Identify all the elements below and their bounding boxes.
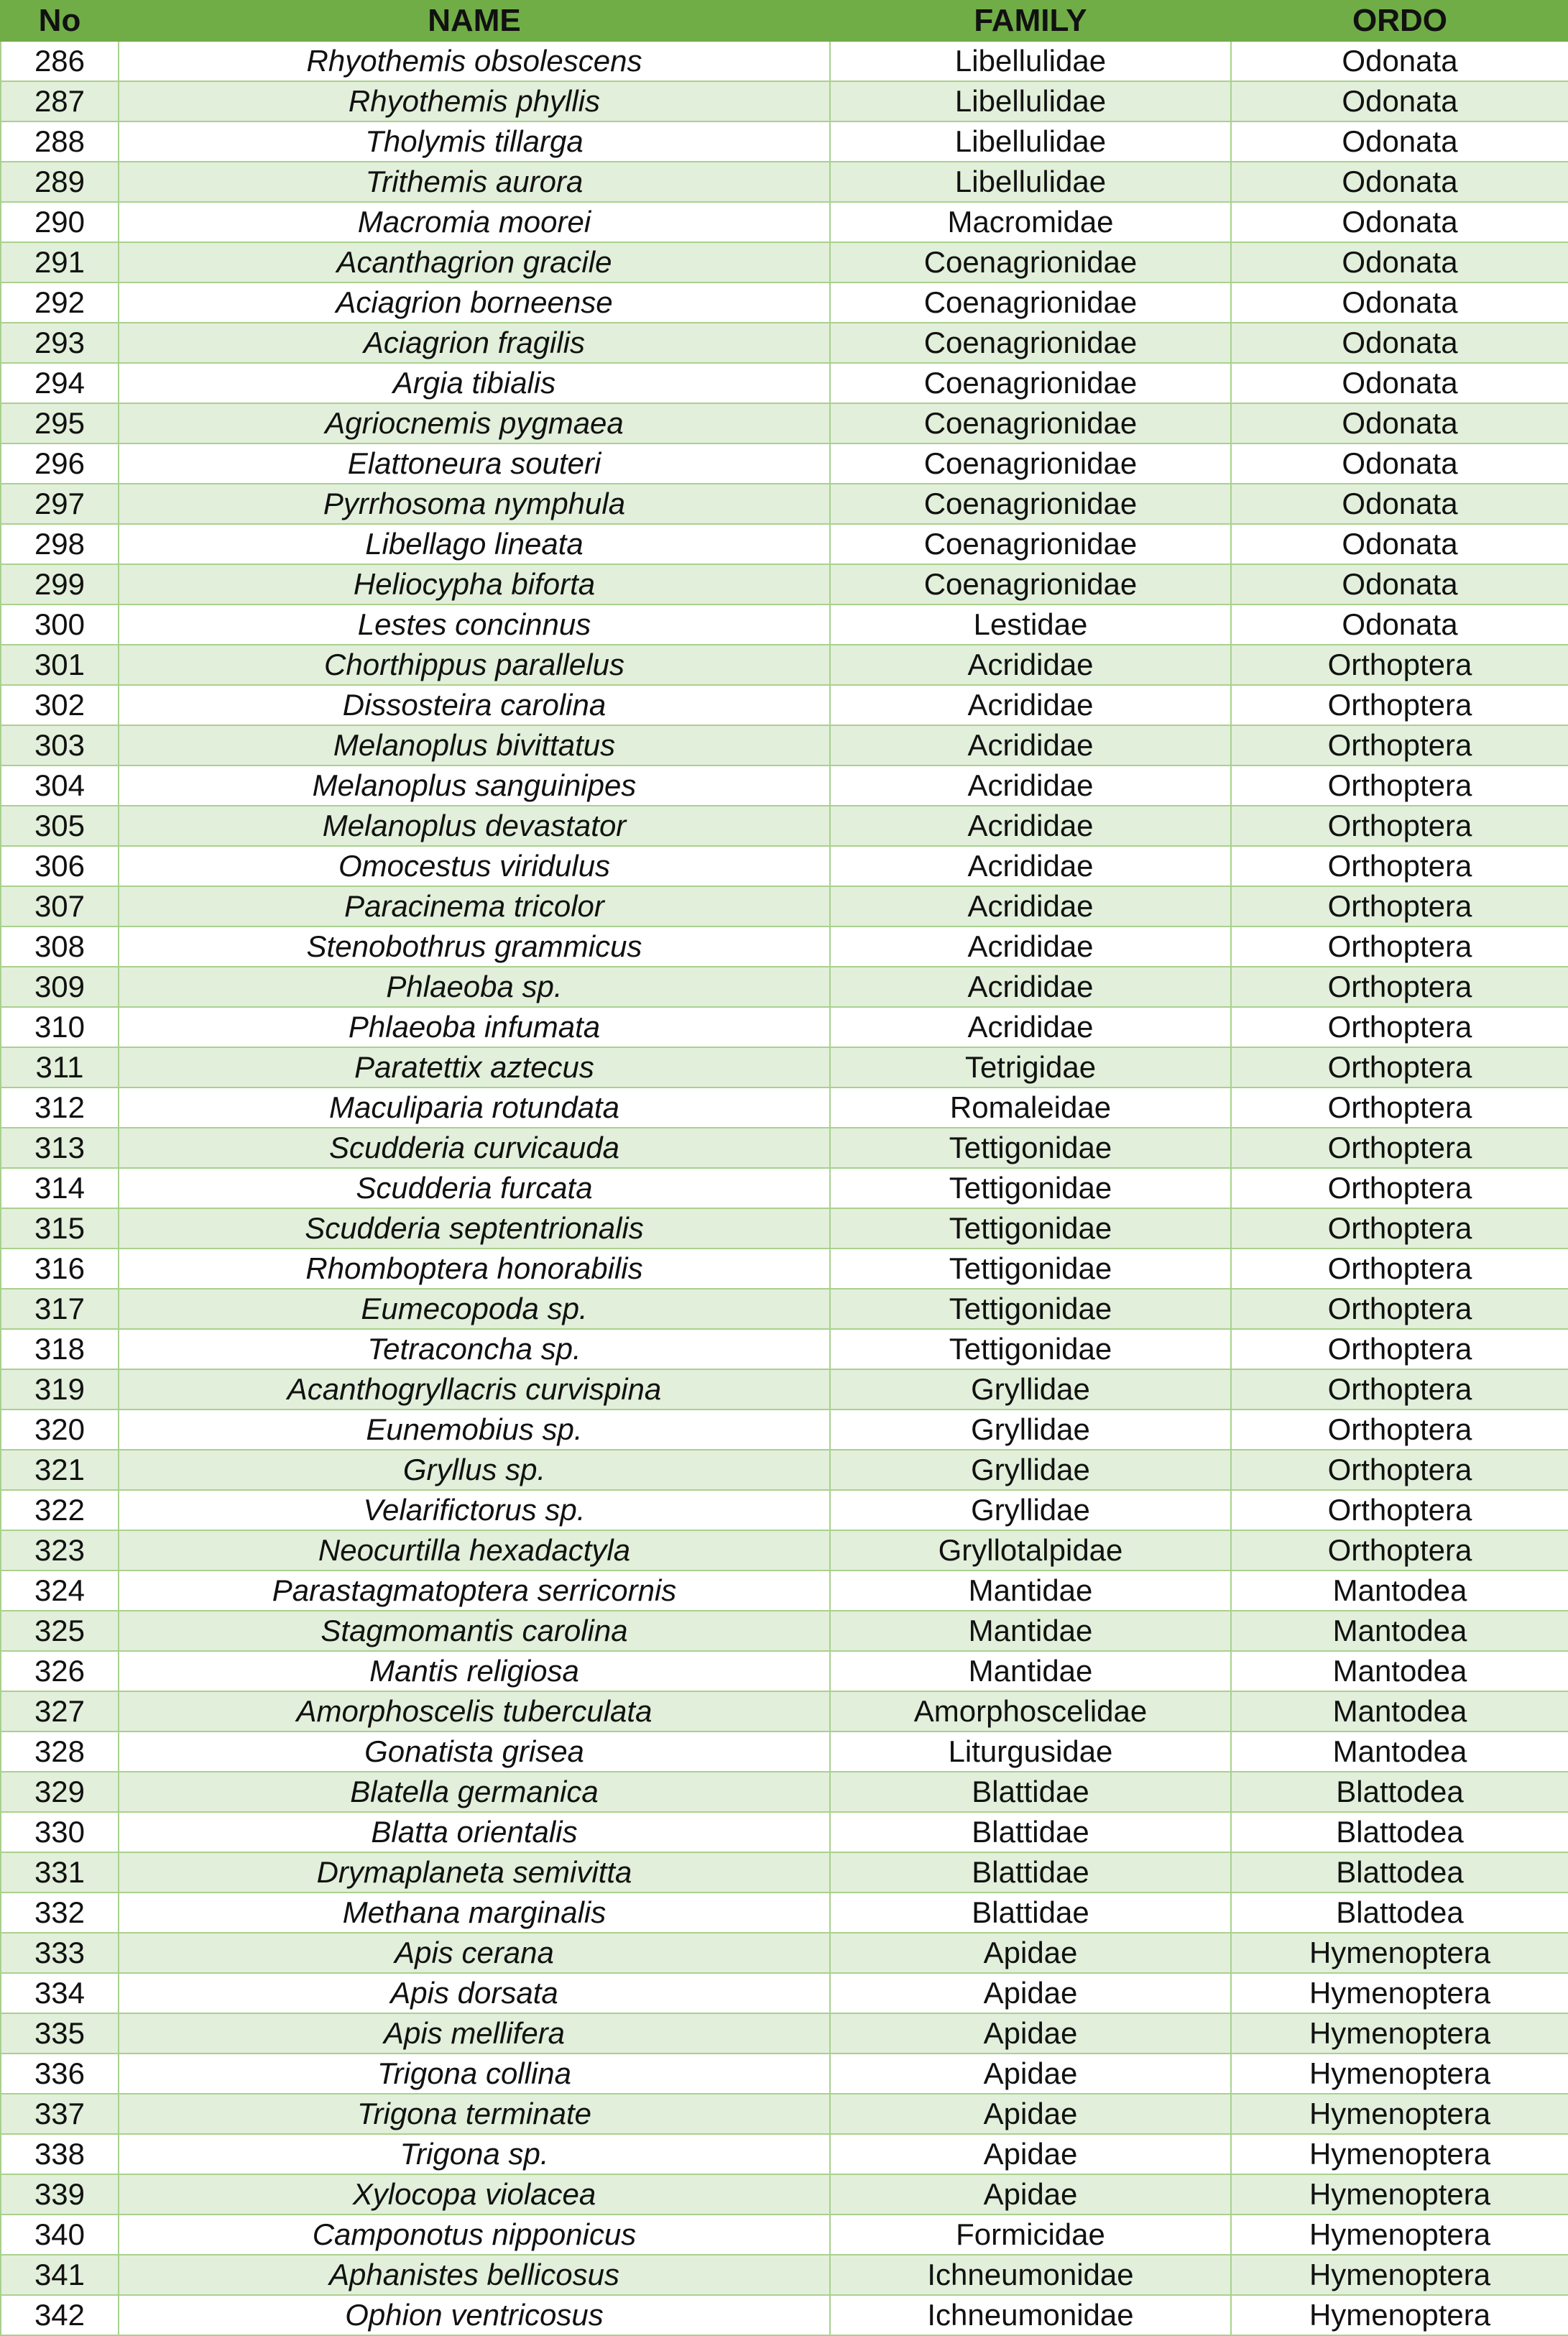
table-row xyxy=(1,1249,1568,1289)
cell-family: Tettigonidae xyxy=(830,1329,1231,1369)
cell-name: Parastagmatoptera serricornis xyxy=(119,1571,830,1611)
cell-family: Acrididae xyxy=(830,926,1231,967)
table-row xyxy=(1,1168,1568,1208)
cell-ordo: Blattodea xyxy=(1231,1772,1568,1812)
table-row xyxy=(1,1208,1568,1249)
cell-family: Mantidae xyxy=(830,1611,1231,1651)
cell-ordo: Orthoptera xyxy=(1231,1007,1568,1047)
cell-name: Xylocopa violacea xyxy=(119,2174,830,2215)
cell-family: Libellulidae xyxy=(830,162,1231,202)
cell-ordo: Orthoptera xyxy=(1231,926,1568,967)
cell-name: Lestes concinnus xyxy=(119,604,830,645)
cell-family: Gryllidae xyxy=(830,1369,1231,1410)
table-row xyxy=(1,403,1568,443)
cell-ordo: Orthoptera xyxy=(1231,685,1568,725)
cell-family: Romaleidae xyxy=(830,1087,1231,1128)
cell-family: Mantidae xyxy=(830,1571,1231,1611)
cell-no: 293 xyxy=(1,323,119,363)
cell-name: Aciagrion fragilis xyxy=(119,323,830,363)
cell-family: Amorphoscelidae xyxy=(830,1691,1231,1732)
cell-name: Macromia moorei xyxy=(119,202,830,242)
cell-name: Aphanistes bellicosus xyxy=(119,2255,830,2295)
column-header-ordo: ORDO xyxy=(1231,1,1568,41)
table-row xyxy=(1,202,1568,242)
cell-ordo: Odonata xyxy=(1231,202,1568,242)
table-body xyxy=(1,41,1568,2335)
table-row xyxy=(1,1329,1568,1369)
cell-ordo: Orthoptera xyxy=(1231,886,1568,926)
cell-name: Elattoneura souteri xyxy=(119,443,830,484)
cell-ordo: Odonata xyxy=(1231,282,1568,323)
table-row xyxy=(1,282,1568,323)
cell-no: 301 xyxy=(1,645,119,685)
cell-family: Acrididae xyxy=(830,886,1231,926)
table-row xyxy=(1,2054,1568,2094)
cell-name: Omocestus viridulus xyxy=(119,846,830,886)
cell-ordo: Odonata xyxy=(1231,162,1568,202)
cell-name: Gonatista grisea xyxy=(119,1732,830,1772)
cell-ordo: Orthoptera xyxy=(1231,846,1568,886)
cell-family: Formicidae xyxy=(830,2215,1231,2255)
cell-ordo: Orthoptera xyxy=(1231,725,1568,765)
cell-ordo: Odonata xyxy=(1231,41,1568,81)
cell-no: 299 xyxy=(1,564,119,604)
cell-name: Rhomboptera honorabilis xyxy=(119,1249,830,1289)
cell-name: Maculiparia rotundata xyxy=(119,1087,830,1128)
cell-no: 327 xyxy=(1,1691,119,1732)
cell-ordo: Mantodea xyxy=(1231,1732,1568,1772)
cell-ordo: Odonata xyxy=(1231,363,1568,403)
cell-family: Gryllidae xyxy=(830,1490,1231,1530)
cell-ordo: Orthoptera xyxy=(1231,1329,1568,1369)
cell-no: 334 xyxy=(1,1973,119,2013)
column-header-family: FAMILY xyxy=(830,1,1231,41)
cell-family: Apidae xyxy=(830,2054,1231,2094)
cell-ordo: Mantodea xyxy=(1231,1571,1568,1611)
cell-family: Acrididae xyxy=(830,765,1231,806)
cell-ordo: Orthoptera xyxy=(1231,1530,1568,1571)
cell-name: Acanthogryllacris curvispina xyxy=(119,1369,830,1410)
cell-name: Velarifictorus sp. xyxy=(119,1490,830,1530)
cell-name: Mantis religiosa xyxy=(119,1651,830,1691)
cell-no: 336 xyxy=(1,2054,119,2094)
cell-no: 295 xyxy=(1,403,119,443)
cell-ordo: Odonata xyxy=(1231,242,1568,282)
table-row xyxy=(1,685,1568,725)
table-row xyxy=(1,162,1568,202)
cell-family: Acrididae xyxy=(830,806,1231,846)
cell-no: 286 xyxy=(1,41,119,81)
cell-ordo: Odonata xyxy=(1231,323,1568,363)
cell-name: Methana marginalis xyxy=(119,1893,830,1933)
cell-no: 311 xyxy=(1,1047,119,1087)
cell-family: Gryllidae xyxy=(830,1410,1231,1450)
cell-family: Apidae xyxy=(830,2013,1231,2054)
table-row xyxy=(1,363,1568,403)
cell-family: Acrididae xyxy=(830,1007,1231,1047)
cell-name: Apis dorsata xyxy=(119,1973,830,2013)
cell-no: 324 xyxy=(1,1571,119,1611)
cell-no: 332 xyxy=(1,1893,119,1933)
cell-family: Apidae xyxy=(830,2134,1231,2174)
cell-no: 290 xyxy=(1,202,119,242)
cell-no: 341 xyxy=(1,2255,119,2295)
cell-ordo: Hymenoptera xyxy=(1231,1973,1568,2013)
cell-ordo: Blattodea xyxy=(1231,1852,1568,1893)
cell-family: Libellulidae xyxy=(830,41,1231,81)
cell-ordo: Orthoptera xyxy=(1231,806,1568,846)
table-row xyxy=(1,1490,1568,1530)
table-row xyxy=(1,2094,1568,2134)
table-row xyxy=(1,1530,1568,1571)
cell-family: Coenagrionidae xyxy=(830,524,1231,564)
cell-ordo: Orthoptera xyxy=(1231,1087,1568,1128)
cell-ordo: Hymenoptera xyxy=(1231,2094,1568,2134)
cell-no: 331 xyxy=(1,1852,119,1893)
cell-name: Melanoplus bivittatus xyxy=(119,725,830,765)
cell-ordo: Orthoptera xyxy=(1231,645,1568,685)
cell-name: Phlaeoba sp. xyxy=(119,967,830,1007)
table-row xyxy=(1,1772,1568,1812)
table-row xyxy=(1,604,1568,645)
cell-name: Pyrrhosoma nymphula xyxy=(119,484,830,524)
cell-no: 335 xyxy=(1,2013,119,2054)
cell-family: Coenagrionidae xyxy=(830,323,1231,363)
cell-name: Aciagrion borneense xyxy=(119,282,830,323)
cell-ordo: Hymenoptera xyxy=(1231,2054,1568,2094)
cell-name: Phlaeoba infumata xyxy=(119,1007,830,1047)
cell-family: Lestidae xyxy=(830,604,1231,645)
cell-family: Coenagrionidae xyxy=(830,564,1231,604)
cell-ordo: Hymenoptera xyxy=(1231,2255,1568,2295)
cell-name: Eumecopoda sp. xyxy=(119,1289,830,1329)
cell-family: Tettigonidae xyxy=(830,1208,1231,1249)
table-row xyxy=(1,846,1568,886)
table-row xyxy=(1,1973,1568,2013)
cell-no: 325 xyxy=(1,1611,119,1651)
cell-name: Rhyothemis obsolescens xyxy=(119,41,830,81)
cell-name: Trithemis aurora xyxy=(119,162,830,202)
cell-name: Rhyothemis phyllis xyxy=(119,81,830,121)
cell-family: Gryllidae xyxy=(830,1450,1231,1490)
cell-name: Trigona collina xyxy=(119,2054,830,2094)
cell-name: Heliocypha biforta xyxy=(119,564,830,604)
cell-no: 329 xyxy=(1,1772,119,1812)
table-row xyxy=(1,765,1568,806)
cell-family: Apidae xyxy=(830,2094,1231,2134)
cell-family: Apidae xyxy=(830,2174,1231,2215)
cell-family: Gryllotalpidae xyxy=(830,1530,1231,1571)
cell-family: Apidae xyxy=(830,1933,1231,1973)
cell-family: Apidae xyxy=(830,1973,1231,2013)
cell-ordo: Orthoptera xyxy=(1231,765,1568,806)
cell-no: 289 xyxy=(1,162,119,202)
cell-ordo: Orthoptera xyxy=(1231,1208,1568,1249)
cell-ordo: Orthoptera xyxy=(1231,1490,1568,1530)
cell-no: 305 xyxy=(1,806,119,846)
cell-family: Acrididae xyxy=(830,645,1231,685)
cell-no: 310 xyxy=(1,1007,119,1047)
cell-family: Blattidae xyxy=(830,1852,1231,1893)
cell-name: Stagmomantis carolina xyxy=(119,1611,830,1651)
cell-no: 298 xyxy=(1,524,119,564)
cell-no: 288 xyxy=(1,121,119,162)
column-header-no: No xyxy=(1,1,119,41)
cell-no: 319 xyxy=(1,1369,119,1410)
cell-no: 320 xyxy=(1,1410,119,1450)
cell-no: 306 xyxy=(1,846,119,886)
cell-ordo: Orthoptera xyxy=(1231,1450,1568,1490)
table-row xyxy=(1,81,1568,121)
cell-ordo: Mantodea xyxy=(1231,1611,1568,1651)
cell-ordo: Odonata xyxy=(1231,443,1568,484)
cell-ordo: Blattodea xyxy=(1231,1812,1568,1852)
cell-family: Coenagrionidae xyxy=(830,363,1231,403)
table-row xyxy=(1,2255,1568,2295)
cell-no: 317 xyxy=(1,1289,119,1329)
table-row xyxy=(1,1651,1568,1691)
table-row xyxy=(1,645,1568,685)
cell-ordo: Orthoptera xyxy=(1231,1128,1568,1168)
cell-name: Dissosteira carolina xyxy=(119,685,830,725)
table-row xyxy=(1,806,1568,846)
cell-no: 326 xyxy=(1,1651,119,1691)
cell-no: 291 xyxy=(1,242,119,282)
table-row xyxy=(1,121,1568,162)
cell-ordo: Odonata xyxy=(1231,121,1568,162)
cell-no: 294 xyxy=(1,363,119,403)
cell-family: Tettigonidae xyxy=(830,1289,1231,1329)
cell-name: Melanoplus devastator xyxy=(119,806,830,846)
cell-family: Tettigonidae xyxy=(830,1168,1231,1208)
cell-no: 313 xyxy=(1,1128,119,1168)
table-row xyxy=(1,1289,1568,1329)
table-row xyxy=(1,1128,1568,1168)
cell-no: 309 xyxy=(1,967,119,1007)
cell-no: 330 xyxy=(1,1812,119,1852)
cell-name: Chorthippus parallelus xyxy=(119,645,830,685)
table-row xyxy=(1,2215,1568,2255)
cell-ordo: Odonata xyxy=(1231,604,1568,645)
cell-ordo: Odonata xyxy=(1231,484,1568,524)
cell-name: Apis mellifera xyxy=(119,2013,830,2054)
cell-ordo: Orthoptera xyxy=(1231,1249,1568,1289)
cell-family: Blattidae xyxy=(830,1772,1231,1812)
cell-name: Amorphoscelis tuberculata xyxy=(119,1691,830,1732)
cell-family: Coenagrionidae xyxy=(830,282,1231,323)
cell-no: 304 xyxy=(1,765,119,806)
cell-ordo: Orthoptera xyxy=(1231,967,1568,1007)
cell-ordo: Odonata xyxy=(1231,564,1568,604)
cell-family: Tettigonidae xyxy=(830,1249,1231,1289)
cell-name: Stenobothrus grammicus xyxy=(119,926,830,967)
cell-name: Trigona sp. xyxy=(119,2134,830,2174)
cell-ordo: Orthoptera xyxy=(1231,1369,1568,1410)
table-row xyxy=(1,1007,1568,1047)
table-row xyxy=(1,1450,1568,1490)
cell-no: 316 xyxy=(1,1249,119,1289)
cell-ordo: Orthoptera xyxy=(1231,1047,1568,1087)
cell-name: Tetraconcha sp. xyxy=(119,1329,830,1369)
table-row xyxy=(1,1047,1568,1087)
cell-ordo: Hymenoptera xyxy=(1231,2134,1568,2174)
cell-family: Acrididae xyxy=(830,685,1231,725)
table-row xyxy=(1,564,1568,604)
cell-name: Drymaplaneta semivitta xyxy=(119,1852,830,1893)
cell-ordo: Orthoptera xyxy=(1231,1410,1568,1450)
cell-family: Coenagrionidae xyxy=(830,403,1231,443)
cell-name: Melanoplus sanguinipes xyxy=(119,765,830,806)
table-row xyxy=(1,242,1568,282)
cell-ordo: Hymenoptera xyxy=(1231,2013,1568,2054)
cell-no: 333 xyxy=(1,1933,119,1973)
cell-no: 318 xyxy=(1,1329,119,1369)
cell-family: Tettigonidae xyxy=(830,1128,1231,1168)
cell-family: Acrididae xyxy=(830,725,1231,765)
cell-family: Tetrigidae xyxy=(830,1047,1231,1087)
table-row xyxy=(1,1691,1568,1732)
cell-ordo: Odonata xyxy=(1231,81,1568,121)
cell-ordo: Blattodea xyxy=(1231,1893,1568,1933)
table-header xyxy=(1,1,1568,41)
cell-name: Eunemobius sp. xyxy=(119,1410,830,1450)
column-header-name: NAME xyxy=(119,1,830,41)
cell-ordo: Odonata xyxy=(1231,524,1568,564)
table-row xyxy=(1,524,1568,564)
cell-ordo: Orthoptera xyxy=(1231,1168,1568,1208)
cell-no: 312 xyxy=(1,1087,119,1128)
table-row xyxy=(1,41,1568,81)
cell-no: 307 xyxy=(1,886,119,926)
cell-name: Gryllus sp. xyxy=(119,1450,830,1490)
cell-no: 323 xyxy=(1,1530,119,1571)
cell-no: 296 xyxy=(1,443,119,484)
table-row xyxy=(1,886,1568,926)
table-row xyxy=(1,1732,1568,1772)
cell-family: Libellulidae xyxy=(830,81,1231,121)
cell-name: Scudderia septentrionalis xyxy=(119,1208,830,1249)
table-row xyxy=(1,2134,1568,2174)
cell-no: 303 xyxy=(1,725,119,765)
table-row xyxy=(1,1571,1568,1611)
table-row xyxy=(1,1611,1568,1651)
cell-name: Agriocnemis pygmaea xyxy=(119,403,830,443)
cell-name: Blatella germanica xyxy=(119,1772,830,1812)
table-row xyxy=(1,1812,1568,1852)
cell-ordo: Hymenoptera xyxy=(1231,2295,1568,2335)
cell-name: Scudderia curvicauda xyxy=(119,1128,830,1168)
cell-family: Acrididae xyxy=(830,967,1231,1007)
cell-no: 314 xyxy=(1,1168,119,1208)
cell-no: 321 xyxy=(1,1450,119,1490)
cell-no: 339 xyxy=(1,2174,119,2215)
cell-name: Acanthagrion gracile xyxy=(119,242,830,282)
cell-name: Paratettix aztecus xyxy=(119,1047,830,1087)
cell-family: Ichneumonidae xyxy=(830,2255,1231,2295)
cell-name: Tholymis tillarga xyxy=(119,121,830,162)
cell-family: Liturgusidae xyxy=(830,1732,1231,1772)
table-row xyxy=(1,1087,1568,1128)
cell-no: 292 xyxy=(1,282,119,323)
cell-no: 287 xyxy=(1,81,119,121)
cell-family: Macromidae xyxy=(830,202,1231,242)
cell-ordo: Mantodea xyxy=(1231,1691,1568,1732)
cell-ordo: Odonata xyxy=(1231,403,1568,443)
cell-ordo: Orthoptera xyxy=(1231,1289,1568,1329)
cell-family: Coenagrionidae xyxy=(830,443,1231,484)
header-row xyxy=(1,1,1568,41)
table-row xyxy=(1,967,1568,1007)
cell-name: Scudderia furcata xyxy=(119,1168,830,1208)
table-row xyxy=(1,484,1568,524)
cell-ordo: Hymenoptera xyxy=(1231,1933,1568,1973)
cell-name: Argia tibialis xyxy=(119,363,830,403)
cell-no: 302 xyxy=(1,685,119,725)
cell-name: Libellago lineata xyxy=(119,524,830,564)
table-row xyxy=(1,1893,1568,1933)
cell-family: Ichneumonidae xyxy=(830,2295,1231,2335)
cell-family: Acrididae xyxy=(830,846,1231,886)
cell-ordo: Mantodea xyxy=(1231,1651,1568,1691)
cell-no: 300 xyxy=(1,604,119,645)
table-row xyxy=(1,926,1568,967)
table-row xyxy=(1,1852,1568,1893)
table-row xyxy=(1,443,1568,484)
cell-name: Neocurtilla hexadactyla xyxy=(119,1530,830,1571)
cell-name: Ophion ventricosus xyxy=(119,2295,830,2335)
cell-no: 337 xyxy=(1,2094,119,2134)
table-row xyxy=(1,1933,1568,1973)
table-row xyxy=(1,2013,1568,2054)
cell-family: Mantidae xyxy=(830,1651,1231,1691)
cell-no: 297 xyxy=(1,484,119,524)
table-row xyxy=(1,323,1568,363)
cell-name: Camponotus nipponicus xyxy=(119,2215,830,2255)
cell-no: 322 xyxy=(1,1490,119,1530)
table-row xyxy=(1,2295,1568,2335)
cell-name: Trigona terminate xyxy=(119,2094,830,2134)
cell-ordo: Hymenoptera xyxy=(1231,2174,1568,2215)
cell-family: Libellulidae xyxy=(830,121,1231,162)
table-row xyxy=(1,1369,1568,1410)
cell-name: Blatta orientalis xyxy=(119,1812,830,1852)
table-row xyxy=(1,1410,1568,1450)
cell-no: 340 xyxy=(1,2215,119,2255)
cell-name: Paracinema tricolor xyxy=(119,886,830,926)
cell-family: Blattidae xyxy=(830,1812,1231,1852)
cell-no: 308 xyxy=(1,926,119,967)
table-row xyxy=(1,725,1568,765)
cell-no: 338 xyxy=(1,2134,119,2174)
cell-no: 315 xyxy=(1,1208,119,1249)
cell-name: Apis cerana xyxy=(119,1933,830,1973)
cell-family: Coenagrionidae xyxy=(830,242,1231,282)
cell-family: Coenagrionidae xyxy=(830,484,1231,524)
cell-no: 342 xyxy=(1,2295,119,2335)
cell-family: Blattidae xyxy=(830,1893,1231,1933)
cell-no: 328 xyxy=(1,1732,119,1772)
table-row xyxy=(1,2174,1568,2215)
cell-ordo: Hymenoptera xyxy=(1231,2215,1568,2255)
